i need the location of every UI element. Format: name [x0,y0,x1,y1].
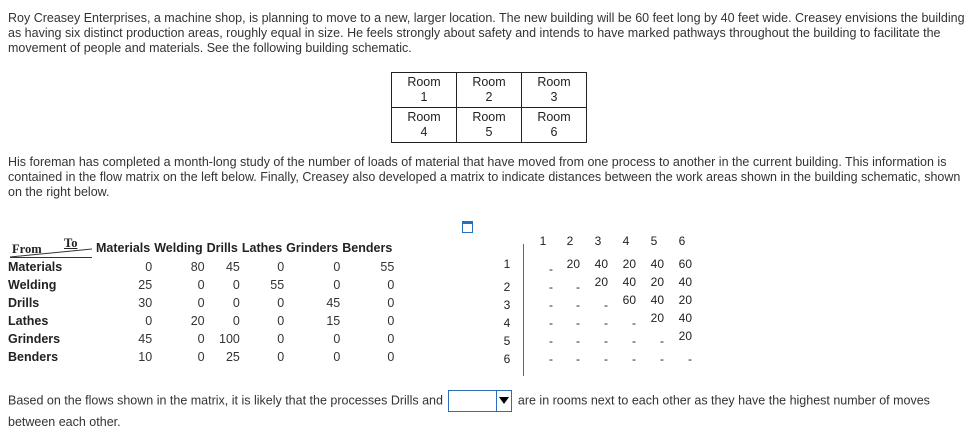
flow-cell: 0 [197,278,205,292]
flow-col-header: Lathes [241,240,283,255]
distance-cell: - [632,316,636,330]
room-3: Room 3 [522,73,587,108]
flow-cell: 25 [225,350,240,364]
room-2: Room 2 [457,73,522,108]
distance-col-header: 2 [566,234,574,248]
flow-cell: 0 [333,350,341,364]
distance-cell: - [549,280,553,294]
flow-corner [8,237,94,258]
distance-cell: 60 [678,257,692,271]
distance-cell: - [549,298,553,312]
flow-cell: 55 [270,278,285,292]
distance-cell: 20 [566,257,580,271]
distance-cell: - [549,352,553,366]
flow-cell: 0 [277,314,285,328]
flow-cell: 45 [138,332,153,346]
from-label: From [12,242,42,256]
distance-row-label: 2 [503,280,511,294]
flow-cell: 0 [232,296,240,310]
distance-col-header: 1 [539,234,547,248]
distance-cell: 40 [650,257,664,271]
flow-row [8,276,394,294]
flow-cell: 0 [333,332,341,346]
distance-cell: 20 [594,275,608,289]
flow-cell: 0 [277,296,285,310]
distance-cell: - [688,352,692,366]
distance-cell: 20 [678,293,692,307]
flow-cell: 30 [138,296,153,310]
flow-row [8,312,394,330]
room-4: Room 4 [392,108,457,143]
flow-cell: 0 [197,350,205,364]
question-text-after: are in rooms next to each other as they have the highest number of moves [517,393,930,408]
distance-cell: - [660,352,664,366]
flow-cell: 20 [190,314,205,328]
distance-col-header: 3 [594,234,602,248]
flow-cell: 0 [232,278,240,292]
distance-cell: 40 [678,311,692,325]
flow-row [8,348,394,366]
flow-cell: 55 [380,260,395,274]
flow-cell: 15 [326,314,341,328]
flow-cell: 100 [219,332,240,346]
distance-cell: - [604,352,608,366]
flow-cell: 0 [145,260,153,274]
flow-row-label: Drills [8,296,40,310]
distance-row-label: 4 [503,316,511,330]
room-5: Room 5 [457,108,522,143]
question [8,390,968,433]
flow-row-label: Benders [8,350,59,364]
flow-cell: 0 [277,332,285,346]
distance-cell: 40 [678,275,692,289]
distance-col-header: 6 [678,234,686,248]
flow-cell: 0 [232,314,240,328]
distance-cell: - [604,316,608,330]
flow-cell: 0 [387,332,395,346]
flow-cell: 0 [387,350,395,364]
to-label: To [64,236,78,250]
question-text-line2: between each other. [8,415,121,429]
flow-row-label: Lathes [8,314,49,328]
flow-row-label: Materials [8,260,63,274]
flow-col-header: Drills [206,240,238,255]
distance-cell: - [576,334,580,348]
flow-matrix [8,237,394,366]
distance-cell: - [576,280,580,294]
flow-cell: 0 [145,314,153,328]
flow-row [8,294,394,312]
room-1: Room 1 [392,73,457,108]
distance-cell: - [604,298,608,312]
distance-cell: - [549,262,553,276]
distance-cell: - [576,352,580,366]
distance-cell: - [576,298,580,312]
process-dropdown[interactable] [448,390,512,412]
distance-cell: - [549,316,553,330]
flow-cell: 0 [197,332,205,346]
distance-row-label: 1 [503,257,511,271]
flow-cell: 10 [138,350,153,364]
flow-row-label: Welding [8,278,57,292]
distance-cell: 20 [678,329,692,343]
distance-cell: 40 [650,293,664,307]
distance-cell: - [660,334,664,348]
distance-cell: - [632,334,636,348]
question-text-before: Based on the flows shown in the matrix, it is likely that the processes Drills and [8,393,443,408]
flow-col-header: Grinders [286,240,339,255]
flow-cell: 0 [333,278,341,292]
chevron-down-icon[interactable] [496,391,511,411]
distance-cell: - [549,334,553,348]
flow-cell: 0 [387,296,395,310]
flow-cell: 0 [277,260,285,274]
distance-col-header: 4 [622,234,630,248]
flow-cell: 45 [225,260,240,274]
flow-row [8,330,394,348]
intro-paragraph: Roy Creasey Enterprises, a machine shop, is planning to move to a new, larger location. The new building will be 60 feet long by 40 feet wide. Creasey envisions the building as having six distinct production areas, roughly equal in size. He feels strongly about safety and intends to have marked pathways throughout the building to facilitate the movement of people and materials. See the following building schematic. [8,11,965,55]
distance-row-label: 5 [503,334,511,348]
flow-col-header: Benders [342,240,393,255]
flow-cell: 0 [387,314,395,328]
flow-row [8,258,394,276]
distance-divider [523,244,524,376]
flow-row-label: Grinders [8,332,61,346]
distance-col-header: 5 [650,234,658,248]
distance-cell: 20 [622,257,636,271]
room-6: Room 6 [522,108,587,143]
flow-col-header: Welding [154,240,203,255]
flow-cell: 0 [277,350,285,364]
distance-row-label: 3 [503,298,511,312]
distance-cell: 20 [650,311,664,325]
distance-cell: - [604,334,608,348]
study-paragraph: His foreman has completed a month-long study of the number of loads of material that have moved from one process to another in the current building. This information is contained in the flow matrix on the left below. Finally, Creasey also developed a matrix to indicate distances between the work areas shown in the building schematic, shown on the right below. [8,155,961,199]
flow-cell: 45 [326,296,341,310]
distance-cell: 20 [650,275,664,289]
flow-cell: 25 [138,278,153,292]
distance-cell: 40 [594,257,608,271]
flow-cell: 80 [190,260,205,274]
flow-cell: 0 [387,278,395,292]
flow-cell: 0 [333,260,341,274]
copy-icon[interactable] [462,221,473,233]
distance-cell: 60 [622,293,636,307]
distance-row-label: 6 [503,352,511,366]
building-schematic [391,72,587,143]
distance-cell: - [576,316,580,330]
distance-cell: 40 [622,275,636,289]
distance-cell: - [632,352,636,366]
flow-cell: 0 [197,296,205,310]
flow-col-header: Materials [96,240,151,255]
